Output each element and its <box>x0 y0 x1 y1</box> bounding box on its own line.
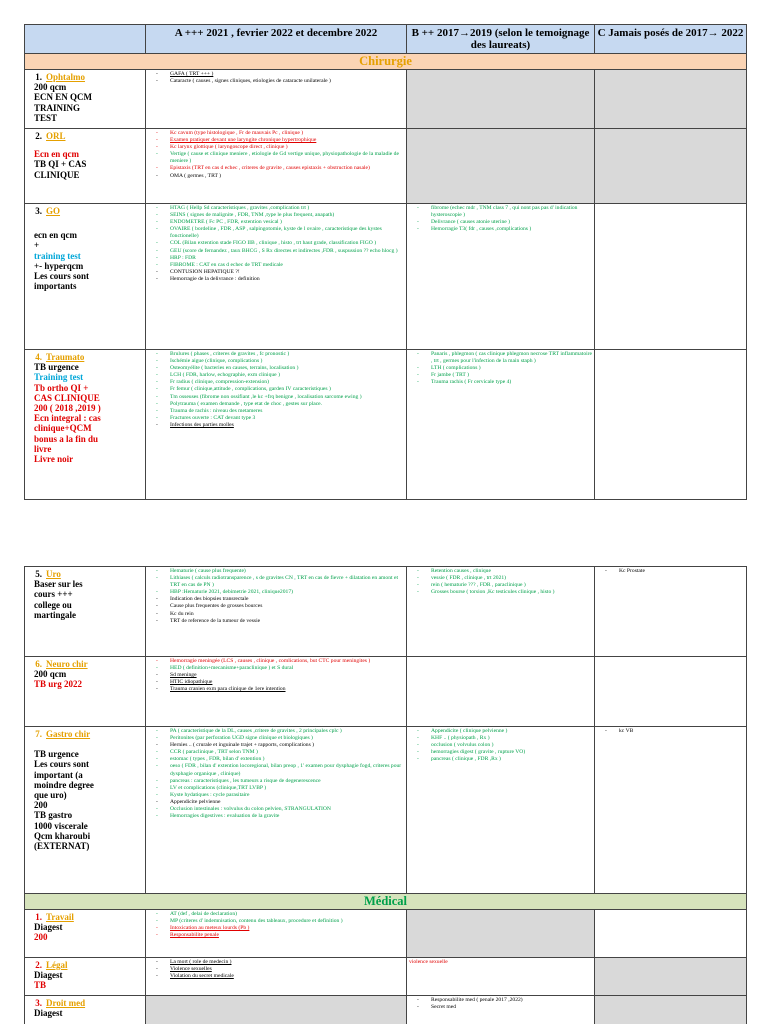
list-item: - Retention causes , clinique <box>409 568 592 575</box>
cell-a-ophtalmo <box>146 70 407 129</box>
header-col-c: C Jamais posés de 2017→ 2022 <box>595 25 747 54</box>
cell-c-neuro <box>595 657 747 727</box>
subject-line: Ecn integral : cas <box>34 413 101 424</box>
subject-line: bonus a la fin du <box>34 433 99 444</box>
list-item: - SEINS ( signes de malignite , FDR, TNM ,type le plus frequent, anapath) <box>148 212 404 219</box>
list-item: - CCR ( paraclinique , TRT selon TNM ) <box>148 749 404 756</box>
header-empty <box>25 25 146 54</box>
cell-a-droit <box>146 996 407 1024</box>
subject-line: cours +++ <box>34 589 73 600</box>
list-item: - Appendicite ( clinique pelvienne ) <box>409 728 592 735</box>
subject-line: important (a <box>34 769 83 780</box>
list-item: - Appendicite pelvienne <box>148 799 404 806</box>
row-gastro <box>25 727 747 894</box>
list-item: - Hematurie ( cause plus frequente) <box>148 568 404 575</box>
list-item: - Polytrauma ( examen demande , type etat de choc , gestes sur place. <box>148 401 404 408</box>
subject-line: 200 qcm <box>34 669 67 680</box>
list-item: - Tm osseuses (fibrome non ossifiant ,le kc +frq benigne , localisation sarcome ewing ) <box>148 394 404 401</box>
subject-line: TEST <box>34 112 58 123</box>
subject-title: Traumato <box>46 352 85 362</box>
list-item: - CONTUSION HEPATIQUE ?! <box>148 269 404 276</box>
subject-title: ORL <box>46 131 66 141</box>
list-item: - Hemorragie T3( fdr , causes ,complications ) <box>409 226 592 233</box>
list-item: - Infections des parties molles <box>148 422 404 429</box>
list-item: - Trauma rachis ( Fr cervicale type 4) <box>409 379 592 386</box>
subject-line: college ou <box>34 599 72 610</box>
list-item: - Hernies .. ( crurale et inguinale trajet + rapports, complications ) <box>148 742 404 749</box>
list-item: - pancreas : caracteristiques , les tumeurs a risque de degenerescence <box>148 778 404 785</box>
list-item: - HTIC idiopathique <box>148 679 404 686</box>
subject-orl <box>25 129 146 204</box>
list-item: - pancreas ( clinique , FDR ,Rx ) <box>409 756 592 763</box>
subject-line: TRAINING <box>34 102 81 113</box>
subject-line: Training test <box>34 372 84 383</box>
subject-number: 5. <box>35 569 42 579</box>
subject-title: Gastro chir <box>46 729 91 739</box>
list-item: - Trauma cranien exm para clinique de 1ere intention <box>148 686 404 693</box>
subject-number: 1. <box>35 72 42 82</box>
list-item: - LTH ( complications ) <box>409 365 592 372</box>
cell-c-uro <box>595 567 747 657</box>
list-item: - Ischémie aigue (clinique, complications ) <box>148 358 404 365</box>
subject-neuro <box>25 657 146 727</box>
cell-b-travail <box>407 910 595 958</box>
subject-line: TB <box>34 980 47 991</box>
cell-b-orl <box>407 129 595 204</box>
cell-b-go <box>407 204 595 350</box>
cell-b-traumato <box>407 350 595 500</box>
header-row <box>25 25 747 54</box>
row-legal <box>25 958 747 996</box>
list-item: - oeso ( FDR , bilan d' extention locoregional, bilan preop , 1' examen pour dysphagie fogd, criteres pour dysphagie organique , clinique) <box>148 763 404 777</box>
subject-line: 200 <box>34 800 48 811</box>
list-item: - Occlusion intestinales : volvulus du colon pelvien, STRANGULATION <box>148 806 404 813</box>
list-item: - FIBROME : CAT en cas d echec de TRT medicale <box>148 262 404 269</box>
list-item: - Vertige ( cause et clinique meniere , etiologie de Gd vertige unique, physiopathologie de la maladie de meniere ) <box>148 151 404 165</box>
subject-line: (EXTERNAT) <box>34 841 90 852</box>
subject-ophtalmo <box>25 70 146 129</box>
list-item: - fibrome (echec mdr , TNM class 7 , qui nont pas pas d' indication hysteroscopie ) <box>409 205 592 219</box>
list-item: - Grosses bourse ( torsion ,Kc testicules clinique , histo ) <box>409 589 592 596</box>
list-item: - Delivrance ( causes atonie uterine ) <box>409 219 592 226</box>
list-item: - Hemorragie meningée (LCS , causes , clinique , comlications, but CTC pour meningites ) <box>148 658 404 665</box>
subject-number: 2. <box>35 960 42 970</box>
subject-line: 200 <box>34 932 48 943</box>
list-item: - vessie ( FDR , clinique , trt 2021) <box>409 575 592 582</box>
subject-title: Travail <box>46 912 74 922</box>
subject-line: Les cours sont <box>34 271 90 282</box>
subject-line: +- hyperqcm <box>34 260 84 271</box>
subject-line: + <box>34 240 40 251</box>
list-item: - HED ( definition+mecanisme+paraclinique ) et S dural <box>148 665 404 672</box>
subject-gastro <box>25 727 146 894</box>
subject-go <box>25 204 146 350</box>
cell-c-go <box>595 204 747 350</box>
list-item: - COL (Bilan extention stade FIGO IIB , clinique , histo , trt haut grade, classification FIGO ) <box>148 240 404 247</box>
subject-droit <box>25 996 146 1024</box>
cell-a-uro <box>146 567 407 657</box>
subject-line: Diagest <box>34 1008 63 1019</box>
list-item: - hemorragies digest ( gravite , rupture VO) <box>409 749 592 756</box>
cell-b-gastro <box>407 727 595 894</box>
subject-title: Droit med <box>46 998 86 1008</box>
list-item: - Responsabilite penale <box>148 932 404 939</box>
list-item: - Kc cavum (type histologique , Fr de mauvais Pc , clinique ) <box>148 130 404 137</box>
cell-a-orl <box>146 129 407 204</box>
subject-legal <box>25 958 146 996</box>
cell-a-legal <box>146 958 407 996</box>
list-item: - Hemorragies digestives : evaluation de la gravite <box>148 813 404 820</box>
row-ophtalmo <box>25 70 747 129</box>
list-item: - Kyste hydatiques : cycle parasitaire <box>148 792 404 799</box>
subject-line: CAS CLINIQUE <box>34 392 100 403</box>
cell-c-droit <box>595 996 747 1024</box>
subject-travail <box>25 910 146 958</box>
subject-line: CLINIQUE <box>34 169 80 180</box>
cell-a-gastro <box>146 727 407 894</box>
section-chirurgie-row <box>25 54 747 70</box>
cell-a-travail <box>146 910 407 958</box>
subject-line: Livre noir <box>34 454 74 465</box>
cell-b-droit <box>407 996 595 1024</box>
subject-line: Ecn en qcm <box>34 149 79 160</box>
subject-number: 7. <box>35 729 42 739</box>
list-item: - Violation du secret medicale <box>148 973 404 980</box>
list-item: - Intoxication au meteux lourds (Pb ) <box>148 925 404 932</box>
page1-table <box>24 24 747 500</box>
subject-line: 1000 viscerale <box>34 820 88 831</box>
list-item: - AT (def , delai de declaration) <box>148 911 404 918</box>
list-item: - KHF .. ( physiopath , Rx ) <box>409 735 592 742</box>
header-col-a: A +++ 2021 , fevrier 2022 et decembre 2022 <box>146 25 407 54</box>
list-item: - Fractures ouverte : CAT devant type 3 <box>148 415 404 422</box>
row-travail <box>25 910 747 958</box>
list-item: - Epistaxis (TRT en cas d echec , criteres de gravite , causes epistaxis + obstruction nasale) <box>148 165 404 172</box>
cell-c-legal <box>595 958 747 996</box>
list-item: - LV et complications (clinique,TRT LVBP ) <box>148 785 404 792</box>
cell-c-orl <box>595 129 747 204</box>
subject-line: moindre degree <box>34 779 94 790</box>
subject-line: Les cours sont <box>34 759 90 770</box>
subject-title: Uro <box>46 569 61 579</box>
subject-line: ecn en qcm <box>34 230 77 241</box>
header-col-b: B ++ 2017→2019 (selon le temoignage des laureats) <box>407 25 595 54</box>
row-droit <box>25 996 747 1024</box>
cell-c-ophtalmo <box>595 70 747 129</box>
list-item: - Hemorragie de la delivrance : definition <box>148 276 404 283</box>
list-item: - LCH ( FDR, harlow, echographie, exm clinique ) <box>148 372 404 379</box>
subject-number: 4. <box>35 352 42 362</box>
list-item: violence sexuelle <box>409 959 448 965</box>
list-item: - Indication des biopsies transrectale <box>148 596 404 603</box>
cell-a-traumato <box>146 350 407 500</box>
subject-number: 3. <box>35 206 42 216</box>
list-item: - Violence sexuelles <box>148 966 404 973</box>
list-item: - MP (criteres d' indemnisation, contenu des tableaux, procedure et definition ) <box>148 918 404 925</box>
subject-title: GO <box>46 206 61 216</box>
subject-line: 200 ( 2018 ,2019 ) <box>34 403 101 414</box>
row-neuro <box>25 657 747 727</box>
cell-c-travail <box>595 910 747 958</box>
list-item: - Secret med <box>409 1004 592 1011</box>
subject-title: Neuro chir <box>46 659 88 669</box>
subject-line: Diagest <box>34 922 63 933</box>
list-item: - kc VB <box>597 728 744 735</box>
list-item: - GEU (score de fernandez , taux BHCG , S Rx directes et indirectes ,FDR , suspussion ?? echo hlocg ) <box>148 248 404 255</box>
list-item: - rein ( hematurie ??? , FDR , paraclinique ) <box>409 582 592 589</box>
subject-line: TB QI + CAS <box>34 159 87 170</box>
list-item: - Sd meninge <box>148 672 404 679</box>
subject-line: TB urgence <box>34 749 79 760</box>
subject-line: 200 qcm <box>34 82 67 93</box>
list-item: - Examen pratiquer devant une laryngite chronique hypertrophique <box>148 137 404 144</box>
list-item: - HTAG ( Hellp Sd caracteristiques , gravites ,complication trt ) <box>148 205 404 212</box>
subject-line: que uro) <box>34 790 67 801</box>
cell-b-neuro <box>407 657 595 727</box>
list-item: - estomac ( types , FDR, bilan d' extention ) <box>148 756 404 763</box>
list-item: - OVAIRE ( bordeline , FDR , ASP , salpingotomie, kyste de l ovaire , caracteristique des kystes fonctionelle) <box>148 226 404 240</box>
section-medical-row <box>25 894 747 910</box>
cell-b-ophtalmo <box>407 70 595 129</box>
section-medical: Médical <box>25 894 747 910</box>
row-go <box>25 204 747 350</box>
list-item: - GAFA ( TRT +++ ) <box>148 71 404 78</box>
subject-line: ECN EN QCM <box>34 92 92 103</box>
section-chirurgie: Chirurgie <box>25 54 747 70</box>
list-item: - HRP : FDR <box>148 255 404 262</box>
subject-line: Diagest <box>34 970 63 981</box>
cell-b-uro <box>407 567 595 657</box>
list-item: - Cataracte ( causes , signes cliniques, etiologies de cataracte unilaterale ) <box>148 78 404 85</box>
list-item: - occlusion ( volvulus colon ) <box>409 742 592 749</box>
list-item: - Fr jambe ( TRT ) <box>409 372 592 379</box>
list-item: - PA ( caracteristique de la DL, causes ,critere de gravites , 2 principales cplc ) <box>148 728 404 735</box>
cell-b-legal <box>407 958 595 996</box>
subject-line: Qcm kharoubi <box>34 830 91 841</box>
list-item: - Responsabilite med ( penale 2017 ,2022) <box>409 997 592 1004</box>
list-item: - Osteomyélite ( bacteries en causes, terrains, localisation ) <box>148 365 404 372</box>
subject-line: importants <box>34 281 77 292</box>
page2-table <box>24 566 747 1024</box>
list-item: - Fr radius ( clinique, compression-extension) <box>148 379 404 386</box>
list-item: - Panaris , phlegmon ( cas clinique phlegmon necrose TRT inflammatoire , trt , germes pour l'infection de la main staph ) <box>409 351 592 365</box>
list-item: - Kc larynx glottique ( laryngoscope direct , clinique ) <box>148 144 404 151</box>
list-item: - La mort ( role de medecin ) <box>148 959 404 966</box>
list-item: - Kc Prostate <box>597 568 744 575</box>
list-item: - Peritonites (par perforation UGD signe clinique et biologiques ) <box>148 735 404 742</box>
subject-line: TB urg 2022 <box>34 679 83 690</box>
list-item: - Brulures ( phases , criteres de gravites , fc pronostic ) <box>148 351 404 358</box>
subject-title: Ophtalmo <box>46 72 86 82</box>
subject-line: livre <box>34 443 52 454</box>
subject-line: Tb ortho QI + <box>34 382 89 393</box>
row-orl <box>25 129 747 204</box>
subject-number: 1. <box>35 912 42 922</box>
subject-number: 6. <box>35 659 42 669</box>
subject-number: 3. <box>35 998 42 1008</box>
list-item: - Fr femur ( clinique,attitude , complications, garden IV caracteristiques ) <box>148 386 404 393</box>
row-uro <box>25 567 747 657</box>
list-item: - Cause plus frequentes de grosses bources <box>148 603 404 610</box>
list-item: - Kc du rein <box>148 611 404 618</box>
subject-title: Légal <box>46 960 68 970</box>
subject-line: TB gastro <box>34 810 73 821</box>
row-traumato <box>25 350 747 500</box>
subject-line: clinique+QCM <box>34 423 92 434</box>
list-item: - Lithiases ( calculs radiotransparence , s de gravites CN , TRT en cas de fievre + dilatation en amont et TRT en cas de PN ) <box>148 575 404 589</box>
cell-a-go <box>146 204 407 350</box>
subject-line: training test <box>34 250 81 261</box>
list-item: - HBP :Hematurie 2021, debimetrie 2021, clinique2017) <box>148 589 404 596</box>
cell-c-traumato <box>595 350 747 500</box>
list-item: - TRT de reference de la tumeur de vessie <box>148 618 404 625</box>
subject-traumato <box>25 350 146 500</box>
subject-uro <box>25 567 146 657</box>
subject-line: TB urgence <box>34 362 79 373</box>
cell-a-neuro <box>146 657 407 727</box>
cell-c-gastro <box>595 727 747 894</box>
list-item: - ENDOMETRE ( Fc PC , FDR, extention vesical ) <box>148 219 404 226</box>
subject-number: 2. <box>35 131 42 141</box>
list-item: - OMA ( germes , TRT ) <box>148 173 404 180</box>
subject-line: martingale <box>34 609 76 620</box>
subject-line: Baser sur les <box>34 579 83 590</box>
list-item: - Trauma de rachis : niveau des metameres <box>148 408 404 415</box>
